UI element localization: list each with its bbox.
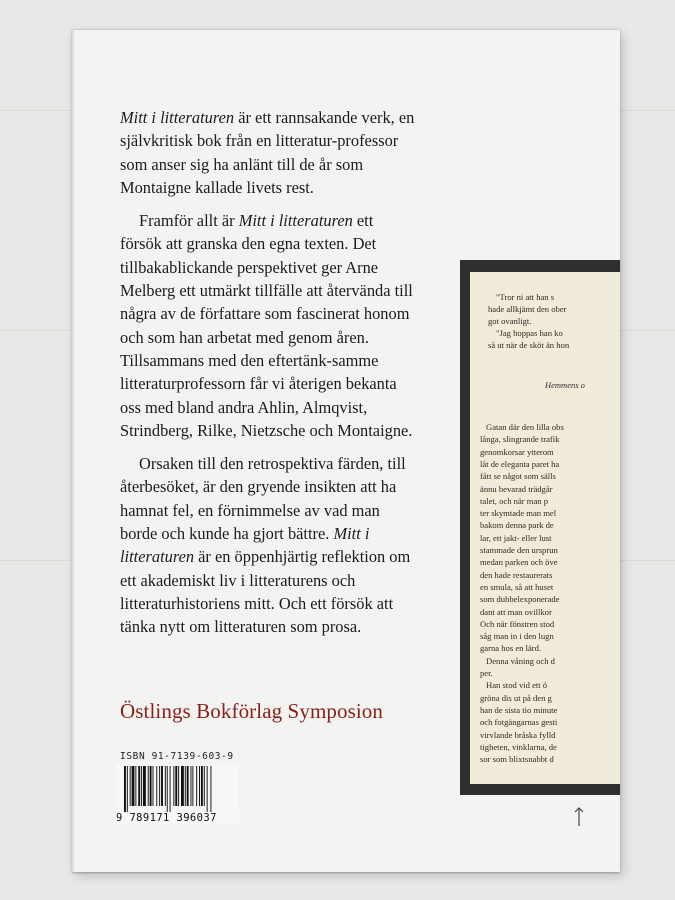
inset-page-line: så ut när de sköt än hon bbox=[488, 340, 570, 350]
barcode-bar bbox=[124, 766, 126, 812]
blurb-paragraph-2 bbox=[120, 209, 416, 442]
pencil-mark-icon bbox=[572, 806, 586, 828]
barcode-bar bbox=[207, 766, 208, 812]
inset-page-line: gröna dis ut på den g bbox=[480, 692, 552, 703]
inset-page-line: såg man in i den lugn bbox=[480, 631, 554, 642]
inset-page-line: bakom denna park de bbox=[480, 520, 554, 531]
inset-page-line: Och när fönstren stod bbox=[480, 618, 555, 629]
blurb-paragraph-3 bbox=[120, 452, 416, 638]
inset-page-line: Denna våning och d bbox=[486, 655, 555, 666]
inset-page-line: garna hos en lärd. bbox=[480, 643, 542, 654]
barcode-bar bbox=[181, 766, 184, 806]
inset-page-line: got ovanligt. bbox=[488, 316, 532, 326]
inset-page-line: långa, slingrande trafik bbox=[480, 434, 560, 445]
blurb-text-span: är ett rannsakande verk, bbox=[234, 108, 395, 127]
inset-page-line: fått se något som sälls bbox=[480, 471, 556, 482]
inset-page-line: och fotgängarnas gesti bbox=[480, 717, 558, 728]
barcode-bar bbox=[148, 766, 149, 806]
blurb-text-span: Framför allt är bbox=[139, 211, 239, 231]
inset-page-line: medan parken och öve bbox=[480, 557, 558, 568]
barcode-bar bbox=[173, 766, 174, 806]
barcode-bar bbox=[138, 766, 140, 806]
blurb-text-span: Orsaken till den retrospektiva färden, till återbesöket, är den gryende insikten att ha hamnat fel, en förnimmelse av vad man borde och kunde ha gjort bättre. bbox=[120, 454, 406, 544]
barcode-bar bbox=[196, 766, 197, 806]
barcode-bar bbox=[161, 766, 163, 806]
barcode-icon bbox=[124, 766, 236, 812]
blurb-text-span: ett försök att granska den egna texten. Det tillbakablickande perspektivet ger Arne Melberg ett utmärkt tillfälle att återvända till några av de författare som fascinerat honom och som han arbetat med genom åren. Tillsammans med den eftertänk-samme litteraturprofessorn får vi återigen bekanta oss med bland andra Ahlin, Almqvist, Strindberg, Rilke, Nietzsche och Montaigne. bbox=[120, 211, 413, 440]
barcode-bar bbox=[135, 766, 136, 806]
barcode-bar bbox=[153, 766, 154, 806]
inset-book-page bbox=[470, 272, 620, 784]
barcode-bar bbox=[143, 766, 146, 806]
inset-page-line: dant att man ovillkor bbox=[480, 606, 552, 617]
inset-page-line: den hade restaurerats bbox=[480, 569, 553, 580]
barcode-bar bbox=[185, 766, 186, 806]
barcode-bar bbox=[167, 766, 168, 812]
barcode-bar bbox=[178, 766, 179, 806]
inset-page-line: lar, ett jakt- eller lust bbox=[480, 532, 552, 543]
inset-page-line: stammade den ursprun bbox=[480, 545, 558, 555]
inset-page-line: genomkorsar ytterom bbox=[480, 446, 554, 457]
barcode-bar bbox=[170, 766, 171, 812]
barcode-bar bbox=[132, 766, 135, 806]
barcode-bar bbox=[127, 766, 128, 812]
barcode-bar bbox=[130, 766, 131, 806]
inset-page-line: tigheten, vinklarna, de bbox=[480, 741, 557, 752]
spine-edge bbox=[72, 30, 74, 872]
inset-page-line: som dubbelexponerade bbox=[480, 594, 560, 605]
inset-page-line: låt de eleganta paret ha bbox=[480, 458, 560, 469]
inset-page-line: sor som blixtsnabbt d bbox=[480, 754, 554, 765]
blurb-text-span: är en öppenhjärtig reflektion om ett akademiskt liv i litteraturens och litteraturhistoriens mitt. Och ett försök att tänka nytt om litteraturen som prosa. bbox=[120, 547, 411, 637]
blurb-text-span: en självkritisk bok från en litteratur-professor som anser sig ha anlänt till de år som Montaigne kallade livets rest. bbox=[120, 108, 415, 197]
barcode-bar bbox=[204, 766, 205, 806]
inset-page-line: "Tror ni att han s bbox=[496, 292, 555, 302]
inset-page-line: Han stod vid ett ö bbox=[486, 680, 548, 691]
barcode-bar bbox=[210, 766, 211, 812]
inset-page-line: ännu bevarad trädgår bbox=[480, 483, 553, 494]
inset-page-heading: Hemmens o bbox=[545, 380, 585, 390]
inset-page-line: "Jag hoppas han ko bbox=[496, 328, 563, 338]
blurb-paragraph-1 bbox=[120, 106, 416, 199]
inset-page-line: han de sista tio minute bbox=[480, 704, 558, 715]
barcode-bar bbox=[156, 766, 157, 806]
book-title-italic: Mitt i litteraturen bbox=[120, 524, 370, 567]
barcode-bar bbox=[199, 766, 200, 806]
barcode-bar bbox=[191, 766, 192, 806]
barcode-number: 9 789171 396037 bbox=[116, 812, 240, 824]
barcode-bar bbox=[175, 766, 177, 806]
inset-page-line: Gatan där den lilla obs bbox=[486, 422, 564, 432]
inset-page-line: hade allkjämt den ober bbox=[488, 304, 567, 314]
blurb-text bbox=[120, 106, 416, 649]
inset-page-line: talet, och när man p bbox=[480, 495, 549, 506]
barcode-bar bbox=[141, 766, 142, 806]
barcode-bar bbox=[192, 766, 193, 806]
barcode-bar bbox=[150, 766, 152, 806]
barcode-bar bbox=[187, 766, 189, 806]
barcode-bar bbox=[165, 766, 166, 806]
book-title-italic: Mitt i litteraturen bbox=[120, 108, 235, 127]
barcode-bar bbox=[201, 766, 203, 806]
publisher-name: Östlings Bokförlag Symposion bbox=[120, 699, 383, 723]
book-title-italic: Mitt i litteraturen bbox=[238, 211, 353, 231]
inset-page-line: virvlande bråska fylld bbox=[480, 729, 556, 740]
inset-page-line: per. bbox=[480, 668, 493, 678]
inset-page-line: ter skymtade man mel bbox=[480, 508, 557, 519]
inset-page-line: en smula, så att huset bbox=[480, 581, 554, 592]
isbn-text: ISBN 91-7139-603-9 bbox=[120, 751, 234, 762]
barcode-bar bbox=[159, 766, 160, 806]
